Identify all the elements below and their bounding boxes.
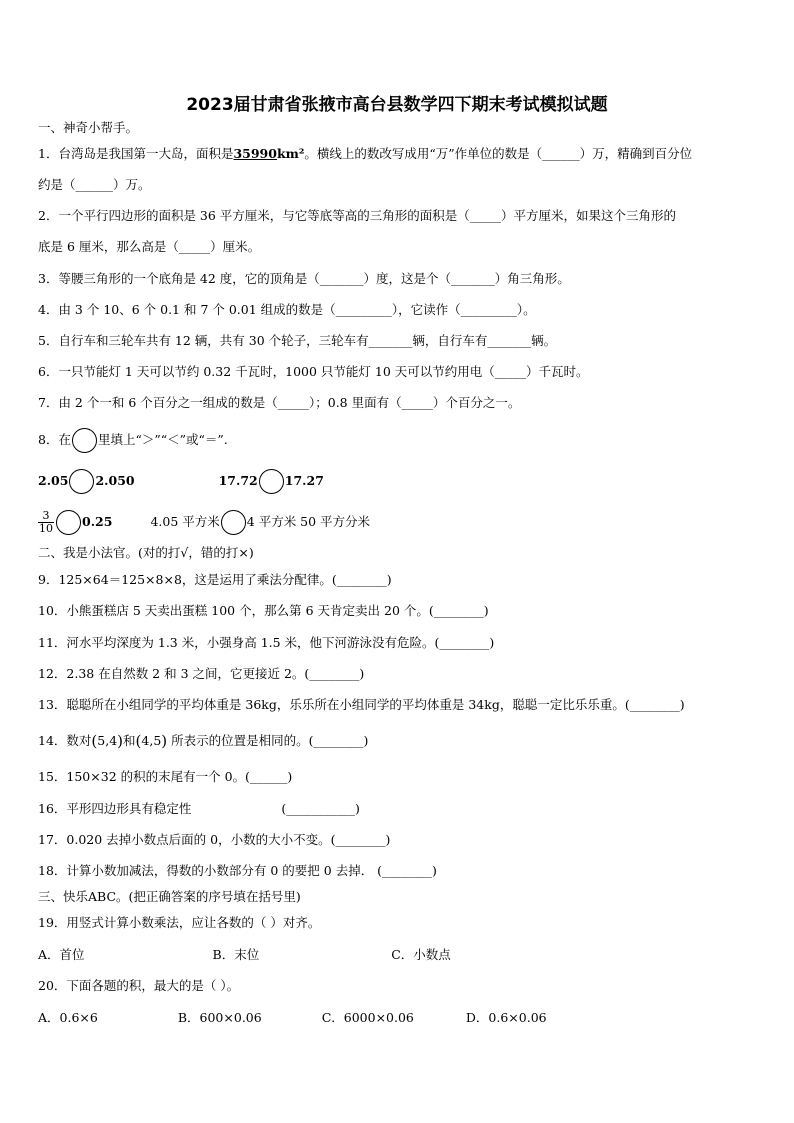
q8-r1c2-left: 17.72 — [218, 473, 258, 488]
question-4: 4．由 3 个 10、6 个 0.1 和 7 个 0.01 组成的数是（_________），它读作（_________）。 — [38, 302, 536, 317]
question-19-stem: 19．用竖式计算小数乘法，应让各数的（ ）对齐。 — [38, 915, 321, 930]
answer-circle-icon[interactable] — [69, 469, 94, 494]
fraction — [38, 510, 54, 535]
q8-r1c1-right: 2.050 — [95, 473, 135, 488]
section-heading-1: 一、神奇小帮手。 — [38, 120, 139, 135]
question-2-line-1: 2．一个平行四边形的面积是 36 平方厘米，与它等底等高的三角形的面积是（_____）平方厘米，如果这个三角形的 — [38, 208, 677, 223]
option-c[interactable]: C．6000×0.06 — [321, 1010, 414, 1025]
question-13: 13．聪聪所在小组同学的平均体重是 36kg，乐乐所在小组同学的平均体重是 34kg，聪聪一定比乐乐重。(________) — [38, 697, 685, 712]
option-d[interactable]: D．0.6×0.06 — [465, 1010, 547, 1025]
question-15: 15．150×32 的积的末尾有一个 0。(______) — [38, 769, 293, 784]
question-7: 7．由 2 个一和 6 个百分之一组成的数是（_____）；0.8 里面有（_____）个百分之一。 — [38, 395, 521, 410]
fraction-denominator: 10 — [39, 522, 53, 535]
question-20-stem: 20．下面各题的积，最大的是（ ）。 — [38, 978, 240, 993]
answer-circle-icon[interactable] — [221, 510, 246, 535]
question-17: 17．0.020 去掉小数点后面的 0，小数的大小不变。(________) — [38, 832, 391, 847]
option-b[interactable]: B．末位 — [212, 947, 260, 962]
question-5: 5．自行车和三轮车共有 12 辆，共有 30 个轮子，三轮车有_______辆，自行车有_______辆。 — [38, 333, 557, 348]
question-14: 14．数对(5,4)和(4,5) 所表示的位置是相同的。(________) — [38, 732, 369, 750]
question-8-text-b: 里填上“＞”“＜”或“＝”. — [97, 432, 228, 447]
coordinate-pair-1: 5,4 — [97, 733, 118, 748]
question-8-row-2 — [38, 507, 370, 537]
q8-r2c2-right: 4 平方米 50 平方分米 — [246, 514, 371, 529]
question-2-line-2: 底是 6 厘米，那么高是（_____）厘米。 — [38, 239, 261, 254]
question-18: 18．计算小数加减法，得数的小数部分有 0 的要把 0 去掉． (________) — [38, 863, 437, 878]
option-c[interactable]: C．小数点 — [391, 947, 451, 962]
question-16 — [38, 800, 360, 818]
question-14-text-b: 所表示的位置是相同的。(________) — [171, 733, 369, 748]
question-1-line-1 — [38, 145, 692, 163]
q8-r1c2-right: 17.27 — [284, 473, 324, 488]
question-6: 6．一只节能灯 1 天可以节约 0.32 千瓦时，1000 只节能灯 10 天可以节约用电（_____）千瓦时。 — [38, 364, 589, 379]
q8-r1c1-left: 2.05 — [38, 473, 69, 488]
question-14-mid: 和 — [123, 733, 136, 748]
question-19-options — [38, 946, 451, 964]
fraction-numerator: 3 — [38, 510, 54, 523]
section-heading-3: 三、快乐ABC。(把正确答案的序号填在括号里) — [38, 889, 301, 904]
section-heading-2: 二、我是小法官。(对的打√，错的打×) — [38, 545, 254, 560]
q8-r2c1-right: 0.25 — [82, 514, 113, 529]
question-1-line-2: 约是（______）万。 — [38, 177, 151, 192]
question-16-blank: (___________) — [281, 801, 360, 816]
q8-r2c2-left: 4.05 平方米 — [150, 514, 220, 529]
question-3: 3．等腰三角形的一个底角是 42 度，它的顶角是（_______）度，这是个（_______）角三角形。 — [38, 271, 570, 286]
answer-circle-icon — [72, 428, 97, 453]
answer-circle-icon[interactable] — [259, 469, 284, 494]
question-8-row-1 — [38, 468, 324, 494]
question-9: 9．125×64＝125×8×8，这是运用了乘法分配律。(________) — [38, 572, 392, 587]
option-b[interactable]: B．600×0.06 — [177, 1010, 262, 1025]
question-11: 11．河水平均深度为 1.3 米，小强身高 1.5 米，他下河游泳没有危险。(________) — [38, 635, 495, 650]
coordinate-pair-2: 4,5 — [141, 733, 162, 748]
answer-circle-icon[interactable] — [56, 510, 81, 535]
question-10: 10．小熊蛋糕店 5 天卖出蛋糕 100 个，那么第 6 天肯定卖出 20 个。(________) — [38, 603, 489, 618]
question-1-area-unit: km² — [276, 146, 305, 161]
page-title: 2023届甘肃省张掖市高台县数学四下期末考试模拟试题 — [186, 95, 608, 115]
question-16-text: 16．平形四边形具有稳定性 — [38, 801, 192, 816]
question-8-text-a: 8．在 — [38, 432, 71, 447]
question-1-text-a: 1．台湾岛是我国第一大岛，面积是 — [38, 146, 234, 161]
question-14-text-a: 14．数对 — [38, 733, 92, 748]
question-1-text-b: 。横线上的数改写成用“万”作单位的数是（______）万，精确到百分位 — [304, 146, 693, 161]
question-12: 12．2.38 在自然数 2 和 3 之间，它更接近 2。(________) — [38, 666, 365, 681]
option-a[interactable]: A．0.6×6 — [38, 1010, 98, 1025]
option-a[interactable]: A．首位 — [38, 947, 85, 962]
question-8-stem — [38, 427, 228, 453]
question-1-area-number: 35990 — [233, 146, 277, 161]
question-20-options — [38, 1009, 547, 1027]
